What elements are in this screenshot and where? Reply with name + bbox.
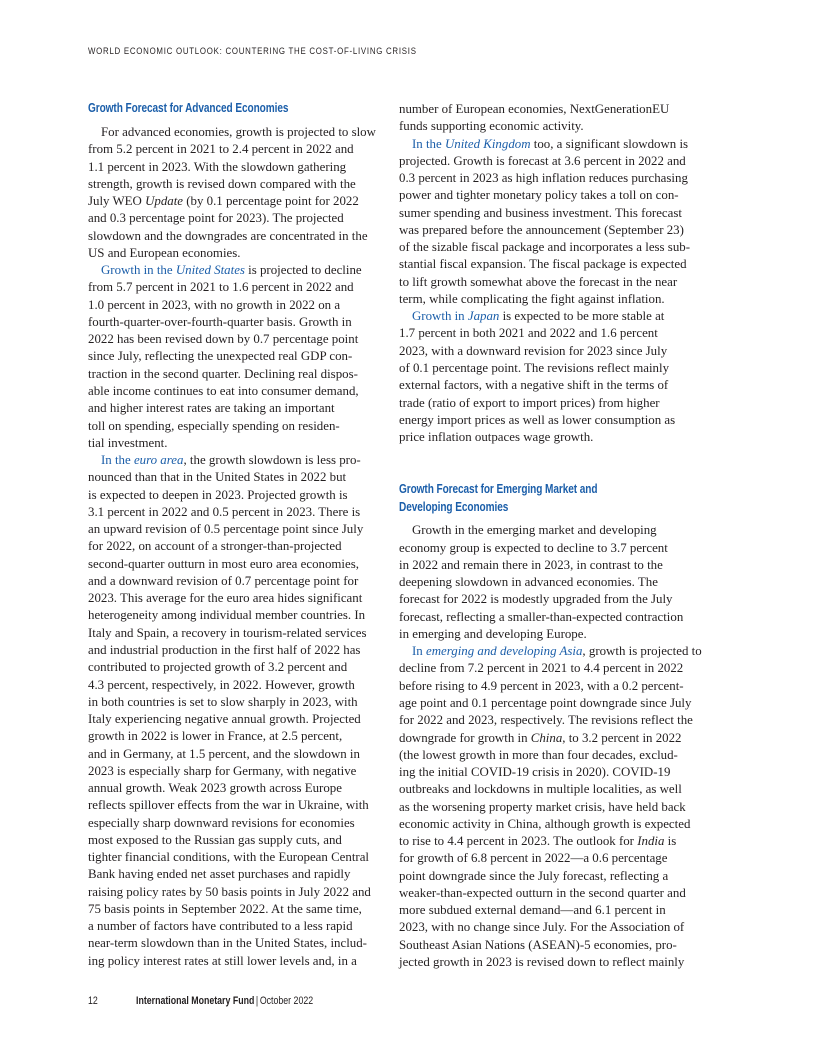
text-line: growth in 2022 is lower in France, at 2.5 percent, xyxy=(88,729,343,744)
page-number: 12 xyxy=(88,995,98,1007)
text-line: from 5.2 percent in 2021 to 2.4 percent in 2022 and xyxy=(88,142,354,157)
text-line: heterogeneity among individual member countries. In xyxy=(88,608,366,623)
emphasis-text: China xyxy=(530,730,563,745)
text-run: , the growth slowdown is less pro- xyxy=(183,453,361,468)
text-line: sumer spending and business investment. This forecast xyxy=(399,205,682,220)
text-line xyxy=(399,643,702,660)
text-line: energy import prices as well as lower consumption as xyxy=(399,412,676,427)
text-line xyxy=(399,308,699,325)
text-line: external factors, with a negative shift in the terms of xyxy=(399,378,669,393)
text-line: a number of factors have contributed to a less rapid xyxy=(88,919,353,934)
left-column xyxy=(88,99,388,970)
emphasis-text: Japan xyxy=(467,309,500,324)
emphasis-text: Growth in the xyxy=(101,263,176,278)
text-line: age point and 0.1 percentage point downgrade since July xyxy=(399,695,692,710)
text-line: traction in the second quarter. Declining real dispos- xyxy=(88,366,358,381)
heading-line: Developing Economies xyxy=(399,500,509,515)
paragraph xyxy=(88,452,388,970)
text-run: is xyxy=(664,834,677,849)
text-line: annual growth. Weak 2023 growth across Europe xyxy=(88,781,342,796)
text-line: number of European economies, NextGenerationEU xyxy=(399,102,670,116)
text-line: funds supporting economic activity. xyxy=(399,119,584,134)
text-line: 2023, with a downward revision for 2023 since July xyxy=(399,343,668,358)
paragraph xyxy=(399,136,699,309)
text-line: nounced than that in the United States in 2022 but xyxy=(88,470,347,485)
text-line: deepening slowdown in advanced economies. The xyxy=(399,575,658,590)
text-line xyxy=(88,262,388,279)
text-line: especially sharp downward revisions for economies xyxy=(88,815,355,830)
text-line: and industrial production in the first half of 2022 has xyxy=(88,642,361,657)
text-line: economic activity in China, although growth is expected xyxy=(399,816,691,831)
running-head: WORLD ECONOMIC OUTLOOK: COUNTERING THE COST-OF-LIVING CRISIS xyxy=(88,46,417,57)
text-line: power and tighter monetary policy takes a toll on con- xyxy=(399,188,679,203)
text-line: 2023. This average for the euro area hides significant xyxy=(88,591,363,606)
text-line: strength, growth is revised down compared with the xyxy=(88,176,356,191)
emphasis-text: emerging and developing Asia xyxy=(425,644,583,659)
text-line: Growth in the emerging market and developing xyxy=(412,523,657,538)
paragraph xyxy=(88,262,388,452)
text-line: tighter financial conditions, with the European Central xyxy=(88,850,370,865)
heading-line: Growth Forecast for Emerging Market and xyxy=(399,482,598,497)
text-line: 1.1 percent in 2023. With the slowdown gathering xyxy=(88,159,347,174)
text-line: 1.7 percent in both 2021 and 2022 and 1.6 percent xyxy=(399,326,658,341)
text-line: toll on spending, especially spending on residen- xyxy=(88,418,340,433)
text-run: (by 0.1 percentage point for 2022 xyxy=(183,194,359,209)
text-line: forecast for 2022 is modestly upgraded from the July xyxy=(399,592,673,607)
text-line xyxy=(399,136,699,153)
text-line: was prepared before the announcement (September 23) xyxy=(399,222,684,237)
text-run: , to 3.2 percent in 2022 xyxy=(562,730,682,745)
heading-line: Growth Forecast for Advanced Economies xyxy=(88,101,289,115)
text-run: July WEO xyxy=(88,194,146,209)
text-line: Italy experiencing negative annual growth. Projected xyxy=(88,712,361,727)
text-line: ing policy interest rates at still lower levels and, in a xyxy=(88,953,357,968)
text-line: is expected to deepen in 2023. Projected growth is xyxy=(88,487,348,502)
paragraph xyxy=(399,101,699,136)
text-line: able income continues to eat into consumer demand, xyxy=(88,383,359,398)
emphasis-text: United Kingdom xyxy=(444,136,531,151)
emphasis-text: In the xyxy=(101,453,134,468)
text-line: weaker-than-expected outturn in the second quarter and xyxy=(399,885,686,900)
paragraph xyxy=(399,308,699,446)
text-line: decline from 7.2 percent in 2021 to 4.4 percent in 2022 xyxy=(399,661,684,676)
paragraph xyxy=(399,522,699,643)
text-line: and in Germany, at 1.5 percent, and the slowdown in xyxy=(88,746,360,761)
text-line: economy group is expected to decline to 3.7 percent xyxy=(399,540,668,555)
text-run: downgrade for growth in xyxy=(399,730,531,745)
text-line: since July, reflecting the unexpected real GDP con- xyxy=(88,349,353,364)
text-line: in both countries is set to slow sharply in 2023, with xyxy=(88,694,358,709)
emphasis-text: euro area xyxy=(133,453,184,468)
text-line: 0.3 percent in 2023 as high inflation reduces purchasing xyxy=(399,171,688,186)
text-line: before rising to 4.9 percent in 2023, with a 0.2 percent- xyxy=(399,678,684,693)
text-run: is expected to be more stable at xyxy=(499,309,665,324)
text-line: for 2022, on account of a stronger-than-projected xyxy=(88,539,342,554)
text-line: fourth-quarter-over-fourth-quarter basis. Growth in xyxy=(88,314,352,329)
text-run: too, a significant slowdown is xyxy=(530,136,689,151)
text-run: to rise to 4.4 percent in 2023. The outlook for xyxy=(399,834,638,849)
text-line: Southeast Asian Nations (ASEAN)-5 economies, pro- xyxy=(399,937,677,952)
paragraph xyxy=(399,643,702,971)
text-line: outbreaks and lockdowns in multiple localities, as well xyxy=(399,782,682,797)
text-line xyxy=(399,833,699,850)
text-line: near-term slowdown than in the United States, includ- xyxy=(88,936,367,951)
text-line: forecast, reflecting a smaller-than-expected contraction xyxy=(399,609,684,624)
text-line: for 2022 and 2023, respectively. The revisions reflect the xyxy=(399,713,693,728)
text-line: 2023, with no change since July. For the Association of xyxy=(399,920,685,935)
paragraph xyxy=(88,124,388,262)
right-column xyxy=(399,101,702,971)
text-line: and higher interest rates are taking an important xyxy=(88,401,335,416)
emphasis-text: Update xyxy=(145,194,184,209)
text-line xyxy=(88,452,388,469)
page-footer xyxy=(88,995,313,1007)
emphasis-text: United States xyxy=(175,263,245,278)
text-line: and 0.3 percentage point for 2023). The projected xyxy=(88,211,344,226)
text-line: 75 basis points in September 2022. At the same time, xyxy=(88,901,362,916)
text-line: as the worsening property market crisis, have held back xyxy=(399,799,686,814)
emphasis-text: Growth in xyxy=(412,309,468,324)
text-line: 1.0 percent in 2023, with no growth in 2022 on a xyxy=(88,297,341,312)
text-line: of 0.1 percentage point. The revisions reflect mainly xyxy=(399,360,670,375)
text-line: second-quarter outturn in most euro area economies, xyxy=(88,556,359,571)
text-line: stantial fiscal expansion. The fiscal package is expected xyxy=(399,257,687,272)
text-line: (the lowest growth in more than four decades, exclud- xyxy=(399,747,678,762)
text-line: Bank having ended net asset purchases and rapidly xyxy=(88,867,351,882)
text-line: price inflation outpaces wage growth. xyxy=(399,430,594,445)
text-line: to lift growth somewhat above the forecast in the near xyxy=(399,274,678,289)
text-line: in emerging and developing Europe. xyxy=(399,626,587,641)
footer-separator: | xyxy=(255,995,259,1007)
text-line: jected growth in 2023 is revised down to reflect mainly xyxy=(399,954,685,969)
text-line: 4.3 percent, respectively, in 2022. However, growth xyxy=(88,677,355,692)
text-line xyxy=(399,730,699,747)
emphasis-text: India xyxy=(637,834,665,849)
section-heading xyxy=(399,480,699,516)
section-heading xyxy=(88,99,388,117)
text-line: from 5.7 percent in 2021 to 1.6 percent in 2022 and xyxy=(88,280,354,295)
emphasis-text: In xyxy=(412,644,426,659)
text-run: is projected to decline xyxy=(244,263,362,278)
text-line: 3.1 percent in 2022 and 0.5 percent in 2023. There is xyxy=(88,504,361,519)
text-line: reflects spillover effects from the war in Ukraine, with xyxy=(88,798,369,813)
footer-organization: International Monetary Fund xyxy=(136,995,255,1007)
text-line: tial investment. xyxy=(88,435,168,450)
text-line: for growth of 6.8 percent in 2022—a 0.6 percentage xyxy=(399,851,668,866)
text-line: Italy and Spain, a recovery in tourism-related services xyxy=(88,625,367,640)
text-line: slowdown and the downgrades are concentrated in the xyxy=(88,228,368,243)
text-line: projected. Growth is forecast at 3.6 percent in 2022 and xyxy=(399,153,686,168)
text-line: raising policy rates by 50 basis points in July 2022 and xyxy=(88,884,371,899)
text-line: an upward revision of 0.5 percentage point since July xyxy=(88,522,364,537)
text-run: , growth is projected to xyxy=(582,644,702,659)
text-line: trade (ratio of export to import prices) from higher xyxy=(399,395,660,410)
text-line: For advanced economies, growth is projected to slow xyxy=(101,125,376,139)
text-line: and a downward revision of 0.7 percentage point for xyxy=(88,573,359,588)
footer-date: October 2022 xyxy=(259,995,314,1007)
text-line: US and European economies. xyxy=(88,245,241,260)
text-line: in 2022 and remain there in 2023, in contrast to the xyxy=(399,557,663,572)
text-line: most exposed to the Russian gas supply cuts, and xyxy=(88,832,342,847)
text-line: 2022 has been revised down by 0.7 percentage point xyxy=(88,332,359,347)
text-line: of the sizable fiscal package and incorporates a less sub- xyxy=(399,240,690,255)
text-line: term, while complicating the fight against inflation. xyxy=(399,291,665,306)
text-line: ing the initial COVID-19 crisis in 2020). COVID-19 xyxy=(399,765,671,780)
text-line: 2023 is especially sharp for Germany, with negative xyxy=(88,763,357,778)
emphasis-text: In the xyxy=(412,136,445,151)
text-line: contributed to projected growth of 3.2 percent and xyxy=(88,660,348,675)
text-line: point downgrade since the July forecast, reflecting a xyxy=(399,868,669,883)
text-line xyxy=(88,193,388,210)
text-line: more subdued external demand—and 6.1 percent in xyxy=(399,903,666,918)
